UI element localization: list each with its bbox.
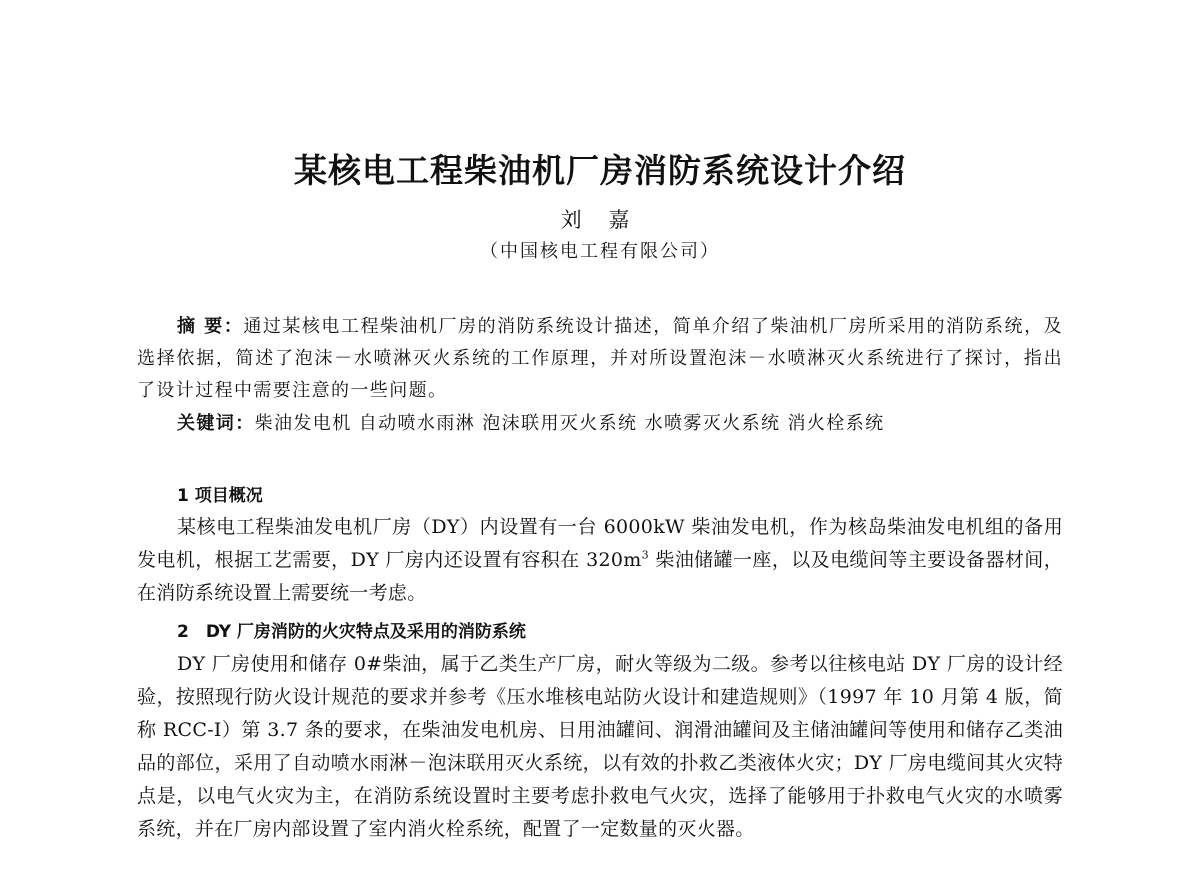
paper-title: 某核电工程柴油机厂房消防系统设计介绍	[294, 151, 906, 190]
section-2-body: DY 厂房使用和储存 0#柴油，属于乙类生产厂房，耐火等级为二级。参考以往核电站 DY 厂房的设计经验，按照现行防火设计规范的要求并参考《压水堆核电站防火设计和建造规则》（1997 年 10 月第 4 版，简称 RCC-I）第 3.7 条的要求，在柴油发电机房、日用油罐间、润滑油罐间及主储油罐间等使用和储存乙类油品的部位，采用了自动喷水雨淋－泡沫联用灭火系统，以有效的扑救乙类液体火灾；DY 厂房电缆间其火灾特点是，以电气火灾为主，在消防系统设置时主要考虑扑救电气火灾，选择了能够用于扑救电气火灾的水喷雾系统，并在厂房内部设置了室内消火栓系统，配置了一定数量的灭火器。	[137, 653, 1063, 840]
section-1-text-a: 某核电工程柴油发电机厂房（DY）内设置有一台 6000kW 柴油发电机，作为核岛柴油发电机组的备用发电机，根据工艺需要，DY 厂房内还设置有容积在 320m	[137, 516, 1063, 571]
section-1-body	[137, 511, 1063, 610]
section-1-heading: 1 项目概况	[177, 486, 263, 506]
keywords-label: 关键词：	[177, 413, 255, 434]
section-2-heading: 2 DY 厂房消防的火灾特点及采用的消防系统	[177, 622, 526, 642]
author-affiliation: （中国核电工程有限公司）	[480, 241, 720, 262]
author-name: 刘 嘉	[560, 208, 640, 232]
abstract-text: 通过某核电工程柴油机厂房的消防系统设计描述，简单介绍了柴油机厂房所采用的消防系统，及选择依据，简述了泡沫－水喷淋灭火系统的工作原理，并对所设置泡沫－水喷淋灭火系统进行了探讨，指出了设计过程中需要注意的一些问题。	[137, 316, 1063, 401]
abstract	[137, 311, 1063, 407]
keywords	[137, 408, 1063, 440]
section-1-text-b: 柴油储罐一座，以及电缆间等主要设备器材间，在消防系统设置上需要统一考虑。	[137, 549, 1063, 604]
abstract-label: 摘 要：	[177, 316, 244, 337]
keywords-text: 柴油发电机 自动喷水雨淋 泡沫联用灭火系统 水喷雾灭火系统 消火栓系统	[254, 413, 885, 434]
section-1-superscript: 3	[641, 548, 649, 562]
